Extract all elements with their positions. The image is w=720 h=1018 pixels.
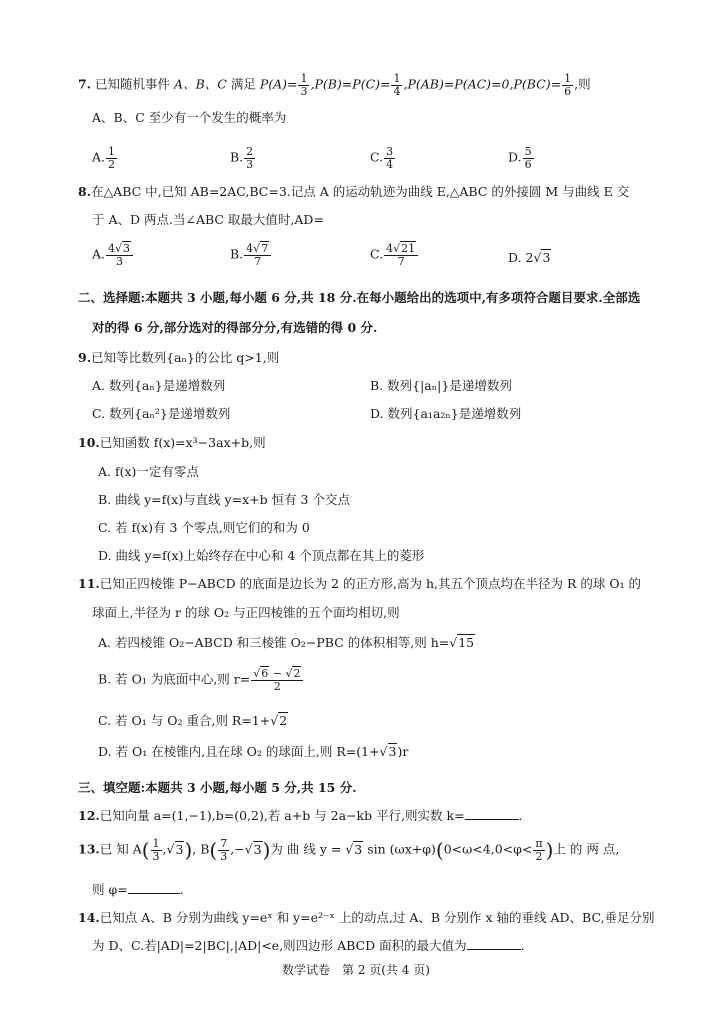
q14-answer-blank[interactable] — [467, 948, 521, 950]
q8-line2: 于 A、D 两点.当∠ABC 取最大值时,AD= — [92, 212, 324, 227]
q11-option-d: D. 若 O₁ 在棱锥内,且在球 O₂ 的球面上,则 R=(1+√3)r — [98, 744, 409, 759]
section3-heading: 三、填空题:本题共 3 小题,每小题 5 分,共 15 分. — [78, 780, 357, 795]
q9-option-a: A. 数列{aₙ}是递增数列 — [92, 378, 226, 393]
page-footer: 数学试卷 第 2 页(共 4 页) — [282, 963, 430, 977]
q14-line2: 为 D、C.若|AD|=2|BC|,|AD|<e,则四边形 ABCD 面积的最大值为 . — [92, 938, 525, 953]
q8-option-b: B. $\frac{4√7}{7}$ — [230, 243, 272, 267]
q7-option-c: C. $\frac{3}{4}$ — [370, 145, 394, 171]
q9-option-b: B. 数列{|aₙ|}是递增数列 — [370, 378, 512, 393]
q7-pa: P(A)= — [259, 76, 298, 92]
q11-option-b: B. 若 O₁ 为底面中心,则 r= $\frac{√6 - √2}{2}$ — [98, 668, 304, 692]
q7-number: 7. — [78, 76, 92, 92]
q13-line1: 13.已 知 A( $\frac{1}{3}$ ,√3), B( $\frac{7}{3}$ ,−√3)为 曲 线 y = √3 sin (ωx+φ)(0<ω<4,0<φ< $\frac{\pi}{2}$ )上 的 两 点, — [78, 837, 620, 863]
section2-line2: 对的得 6 分,部分选对的得部分分,有选错的得 0 分. — [92, 320, 378, 335]
q13-answer-blank[interactable] — [128, 892, 180, 894]
q14-line1: 14.已知点 A、B 分别为曲线 y=eˣ 和 y=e²⁻ˣ 上的动点,过 A、B 分别作 x 轴的垂线 AD、BC,垂足分别 — [78, 910, 655, 925]
q10-stem: 10.已知函数 f(x)=x³−3ax+b,则 — [78, 435, 266, 450]
q7-pb-frac: $\frac{1}{4}$ — [393, 72, 401, 98]
q8-option-a: A. $\frac{4√3}{3}$ — [92, 243, 134, 267]
section2-line1: 二、选择题:本题共 3 小题,每小题 6 分,共 18 分.在每小题给出的选项中,有多项符合题目要求.全部选 — [78, 290, 641, 305]
q11-line2: 球面上,半径为 r 的球 O₂ 与正四棱锥的五个面均相切,则 — [92, 605, 400, 620]
q8-option-d: D. 2√3 — [508, 250, 551, 265]
q7-pa-frac: $\frac{1}{3}$ — [300, 72, 308, 98]
q7-line1 — [78, 73, 591, 97]
q7-pab: ,P(AB)=P(AC)=0,P(BC)= — [403, 76, 562, 92]
q7-text-2: 满足 — [230, 76, 256, 92]
q8-option-c: C. $\frac{4√21}{7}$ — [370, 243, 419, 267]
q9-stem: 9.已知等比数列{aₙ}的公比 q>1,则 — [78, 350, 280, 365]
q7-text: 已知随机事件 — [95, 76, 171, 92]
q8-line1 — [78, 184, 629, 199]
q7-option-d: D. $\frac{5}{6}$ — [508, 145, 532, 171]
q7-tail: ,则 — [574, 76, 591, 92]
q7-line2: A、B、C 至少有一个发生的概率为 — [92, 110, 287, 125]
q9-option-d: D. 数列{a₁a₂ₙ}是递增数列 — [370, 406, 522, 421]
q13-line2: 则 φ= . — [92, 882, 184, 897]
q7-option-b: B. $\frac{2}{3}$ — [230, 145, 254, 171]
q10-option-a: A. f(x)一定有零点 — [98, 464, 199, 479]
q12-answer-blank[interactable] — [465, 818, 519, 820]
q11-option-a: A. 若四棱锥 O₂−ABCD 和三棱锥 O₂−PBC 的体积相等,则 h=√15 — [98, 635, 475, 650]
q10-option-b: B. 曲线 y=f(x)与直线 y=x+b 恒有 3 个交点 — [98, 492, 350, 507]
q7-pb: ,P(B)=P(C)= — [310, 76, 391, 92]
q10-option-d: D. 曲线 y=f(x)上始终存在中心和 4 个顶点都在其上的菱形 — [98, 548, 425, 563]
q11-line1: 11.已知正四棱锥 P−ABCD 的底面是边长为 2 的正方形,高为 h,其五个顶点均在半径为 R 的球 O₁ 的 — [78, 576, 642, 591]
q7-events: A、B、C — [174, 76, 227, 92]
q8-number: 8. — [78, 184, 92, 199]
q9-option-c: C. 数列{aₙ²}是递增数列 — [92, 406, 231, 421]
q12-line: 12.已知向量 a=(1,−1),b=(0,2),若 a+b 与 2a−kb 平行,则实数 k= . — [78, 808, 523, 823]
q8-text-1: 在△ABC 中,已知 AB=2AC,BC=3.记点 A 的运动轨迹为曲线 E,△ABC 的外接圆 M 与曲线 E 交 — [91, 184, 630, 199]
q11-option-c: C. 若 O₁ 与 O₂ 重合,则 R=1+√2 — [98, 713, 288, 728]
q7-option-a: A. $\frac{1}{2}$ — [92, 145, 116, 171]
q10-option-c: C. 若 f(x)有 3 个零点,则它们的和为 0 — [98, 520, 310, 535]
q7-pbc-frac: $\frac{1}{6}$ — [564, 72, 572, 98]
